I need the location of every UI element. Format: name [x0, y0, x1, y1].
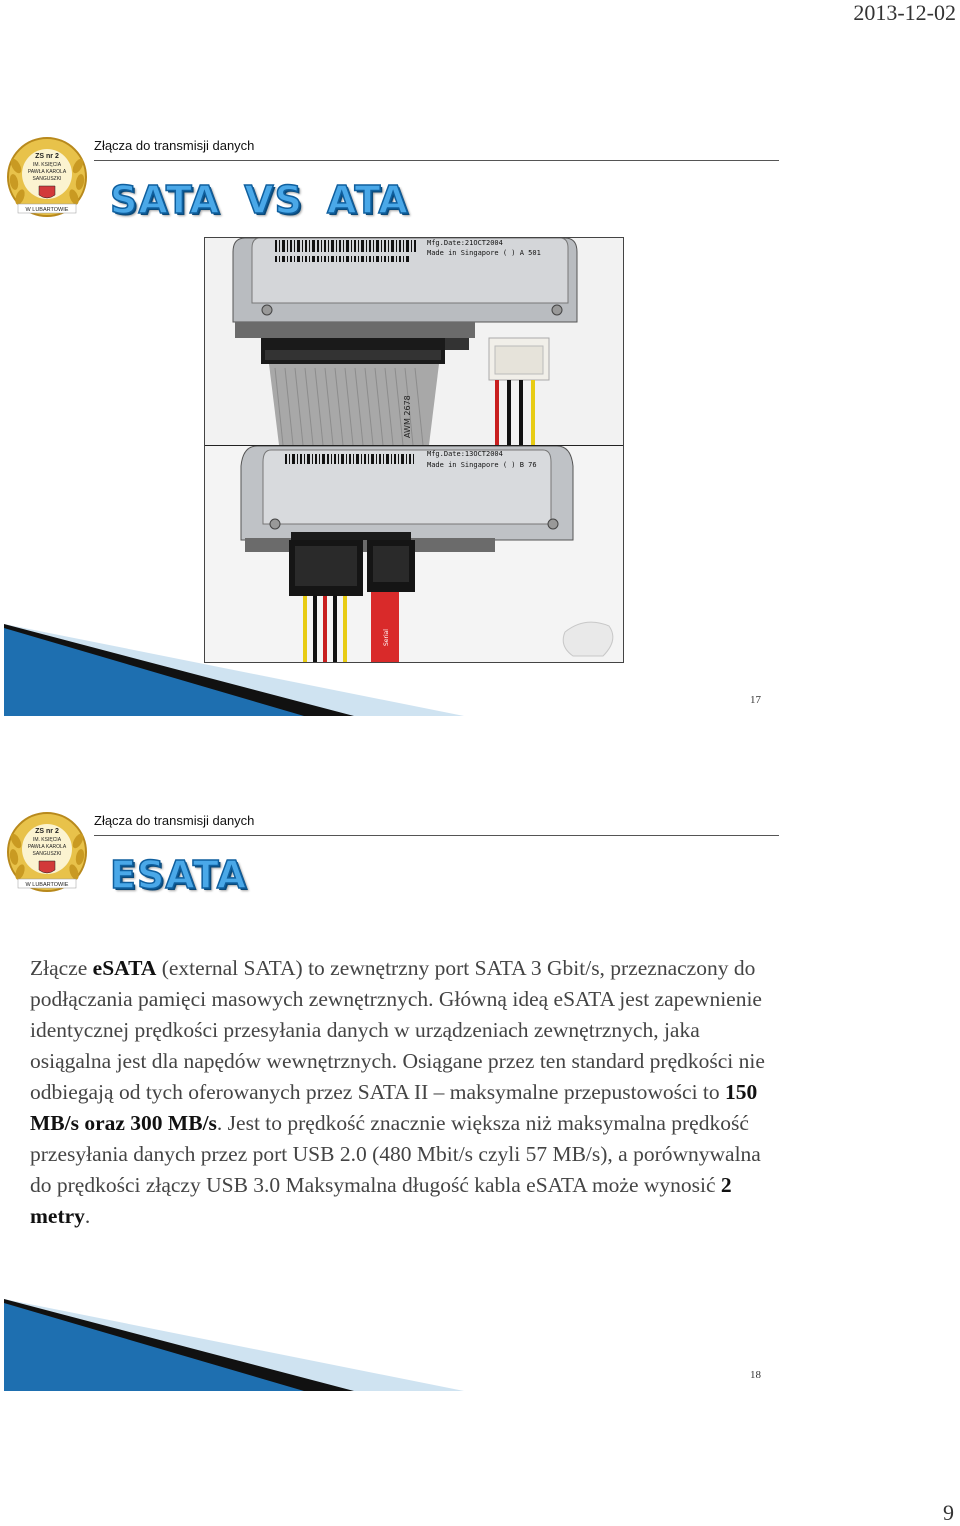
svg-text:IM. KSIĘCIA: IM. KSIĘCIA — [32, 162, 62, 168]
svg-text:PAWŁA KAROLA: PAWŁA KAROLA — [27, 844, 67, 850]
drive-connectors-photo — [204, 237, 624, 663]
corner-swoosh-decoration — [4, 624, 464, 716]
svg-text:ZS nr 2: ZS nr 2 — [35, 153, 59, 160]
page-number: 9 — [943, 1500, 954, 1525]
svg-text:Made in Singapore ( ) A 501: Made in Singapore ( ) A 501 — [427, 249, 541, 257]
slide-number: 18 — [750, 1369, 761, 1381]
svg-text:PAWŁA KAROLA: PAWŁA KAROLA — [27, 169, 67, 175]
slide-18 — [0, 805, 780, 1395]
text-part: (external SATA) to zewnętrzny port SATA 3 Gbit/s, przeznaczony do podłączania pamięci masowych zewnętrznych. Główną ideą eSATA jest zapewnienie identycznej prędkości przesyłania danych w urządzeniach zewnętrznych, jaka osiągalna jest dla napędów wewnętrznych. Osiągane przez ten standard prędkości nie odbiegają od tych oferowanych przez SATA II – maksymalne przepustowości to — [30, 956, 765, 1104]
slide-number: 17 — [750, 694, 761, 706]
svg-text:ZS nr 2: ZS nr 2 — [35, 828, 59, 835]
header-divider — [94, 835, 779, 836]
slide-title: ESATA — [110, 853, 248, 897]
slide-header: Złącza do transmisji danych — [94, 813, 255, 828]
slide-header: Złącza do transmisji danych — [94, 138, 255, 153]
title-vs: VS — [244, 178, 303, 222]
svg-text:IM. KSIĘCIA: IM. KSIĘCIA — [32, 837, 62, 843]
svg-text:SANGUSZKI: SANGUSZKI — [32, 176, 62, 182]
title-sata: SATA — [110, 178, 221, 222]
text-bold-speeds: 150 MB/s oraz 300 MB/s — [30, 1080, 758, 1135]
svg-text:W LUBARTOWIE: W LUBARTOWIE — [25, 882, 69, 888]
title-ata: ATA — [327, 178, 409, 222]
svg-text:Mfg.Date:13OCT2004: Mfg.Date:13OCT2004 — [427, 450, 503, 458]
esata-description — [30, 953, 770, 1232]
text-part: . Jest to prędkość znacznie większa niż maksymalna prędkość przesyłania danych przez port USB 2.0 (480 Mbit/s czyli 57 MB/s), a porównywalna do prędkości złączy USB 3.0 Maksymalna długość kabla eSATA może wynosić — [30, 1111, 761, 1197]
slide-17 — [0, 130, 780, 720]
svg-text:Made in Singapore ( ) B 76: Made in Singapore ( ) B 76 — [427, 461, 537, 469]
text-part: . — [84, 1204, 91, 1228]
ata-drive-image — [205, 238, 623, 445]
school-logo-icon — [6, 811, 88, 893]
svg-text:W LUBARTOWIE: W LUBARTOWIE — [25, 207, 69, 213]
text-bold-esata: eSATA — [92, 956, 157, 980]
header-divider — [94, 160, 779, 161]
svg-text:SANGUSZKI: SANGUSZKI — [32, 851, 62, 857]
slide-title — [110, 178, 409, 222]
text-bold-length: 2 metry — [30, 1173, 732, 1228]
svg-text:Mfg.Date:21OCT2004: Mfg.Date:21OCT2004 — [427, 239, 503, 247]
page-date: 2013-12-02 — [853, 0, 956, 25]
corner-swoosh-decoration — [4, 1299, 464, 1391]
svg-text:Serial: Serial — [383, 629, 390, 646]
school-logo-icon — [6, 136, 88, 218]
svg-text:AWM 2678: AWM 2678 — [403, 395, 412, 438]
text-part: Złącze — [30, 956, 93, 980]
